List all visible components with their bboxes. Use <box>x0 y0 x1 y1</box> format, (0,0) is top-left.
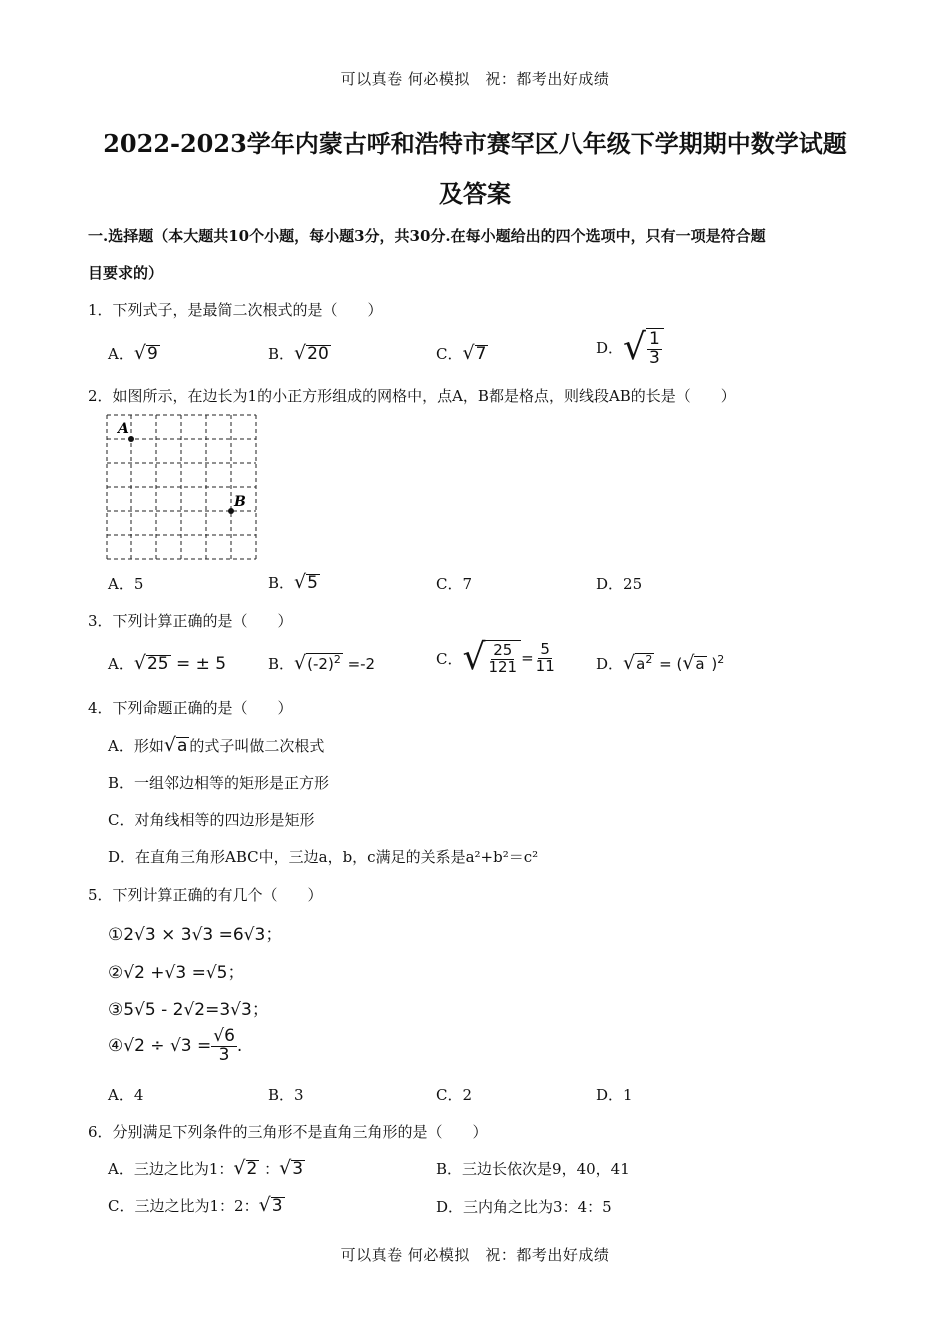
point-a-label: A <box>118 421 129 437</box>
q1-option-b: B．√20 <box>268 342 329 364</box>
q1-b-radicand: 20 <box>307 344 329 364</box>
q1-a-radicand: 9 <box>146 344 158 364</box>
q5-item-1: ①2√3 × 3√3 =6√3； <box>108 925 283 945</box>
q1-d-denominator: 3 <box>648 347 660 368</box>
q2-option-d: D．25 <box>596 575 643 593</box>
q1-option-d: D． √ $\frac{1}{3}$ <box>596 328 664 368</box>
q4-option-c: C．对角线相等的四边形是矩形 <box>108 811 315 829</box>
q4-option-a: A．形如√a 的式子叫做二次根式 <box>108 734 325 756</box>
q3-option-a: A．√25 = ± 5 <box>108 652 227 674</box>
q6-option-b: B．三边长依次是9，40，41 <box>436 1160 630 1178</box>
q6-stem: 6．分别满足下列条件的三角形不是直角三角形的是（ ） <box>88 1123 488 1141</box>
q1-d-numerator: 1 <box>648 329 660 349</box>
q5-item-2: ②√2 +√3 =√5； <box>108 963 245 983</box>
page-header: 可以真卷 何必模拟 祝：都考出好成绩 <box>340 70 610 88</box>
section-heading: 一.选择题（本大题共10个小题，每小题3分，共30分.在每小题给出的四个选项中，只有一项是符合题 <box>88 227 766 245</box>
q3-a-radicand: 25 <box>146 654 169 674</box>
q2-b-radicand: 5 <box>307 573 318 593</box>
q2-stem: 2．如图所示，在边长为1的小正方形组成的网格中，点A，B都是格点，则线段AB的长是（ ） <box>88 387 736 405</box>
q5-item-3: ③5√5 - 2√2=3√3； <box>108 1000 269 1020</box>
page-title-line2: 及答案 <box>439 179 511 208</box>
q4-option-b: B．一组邻边相等的矩形是正方形 <box>108 774 330 792</box>
q5-option-b: B．3 <box>268 1086 304 1104</box>
q5-option-a: A．4 <box>108 1086 144 1104</box>
q1-option-c: C．√7 <box>436 342 487 364</box>
q1-stem: 1．下列式子，是最简二次根式的是（ ） <box>88 301 383 319</box>
q1-c-radicand: 7 <box>475 344 487 364</box>
q5-option-c: C．2 <box>436 1086 473 1104</box>
q2-option-b: B．√5 <box>268 571 318 593</box>
q3-option-d: D．$√a^2 = (√a$ )$^2$ <box>596 652 725 674</box>
q5-option-d: D．1 <box>596 1086 633 1104</box>
q2-option-c: C．7 <box>436 575 473 593</box>
q5-item-4: ④√2 ÷ √3 = $\frac{√6}{3}$ . <box>108 1026 243 1065</box>
point-a-dot <box>128 436 134 442</box>
q3-option-b: B．$√(-2)^2 =-2$ <box>268 652 376 674</box>
q6-option-a: A．三边之比为1：√2 ：√3 <box>108 1157 304 1179</box>
q5-stem: 5．下列计算正确的有几个（ ） <box>88 886 323 904</box>
q3-option-c: C． √ $\frac{25}{121}$ = $\frac{5}{11}$ <box>436 637 555 678</box>
q6-option-d: D．三内角之比为3：4：5 <box>436 1198 612 1216</box>
section-heading-line2: 目要求的） <box>88 264 164 282</box>
q6-option-c: C．三边之比为1：2：√3 <box>108 1194 283 1216</box>
q1-option-a: A．√9 <box>108 342 158 364</box>
q2-grid-figure <box>106 414 258 562</box>
q3-stem: 3．下列计算正确的是（ ） <box>88 612 293 630</box>
point-b-label: B <box>234 494 246 510</box>
q4-option-d: D．在直角三角形ABC中，三边a，b，c满足的关系是a²+b²＝c² <box>108 848 539 866</box>
q2-option-a: A．5 <box>108 575 144 593</box>
page-footer: 可以真卷 何必模拟 祝：都考出好成绩 <box>340 1246 610 1264</box>
page-title: 2022-2023学年内蒙古呼和浩特市赛罕区八年级下学期期中数学试题 <box>103 129 847 158</box>
q4-stem: 4．下列命题正确的是（ ） <box>88 699 293 717</box>
